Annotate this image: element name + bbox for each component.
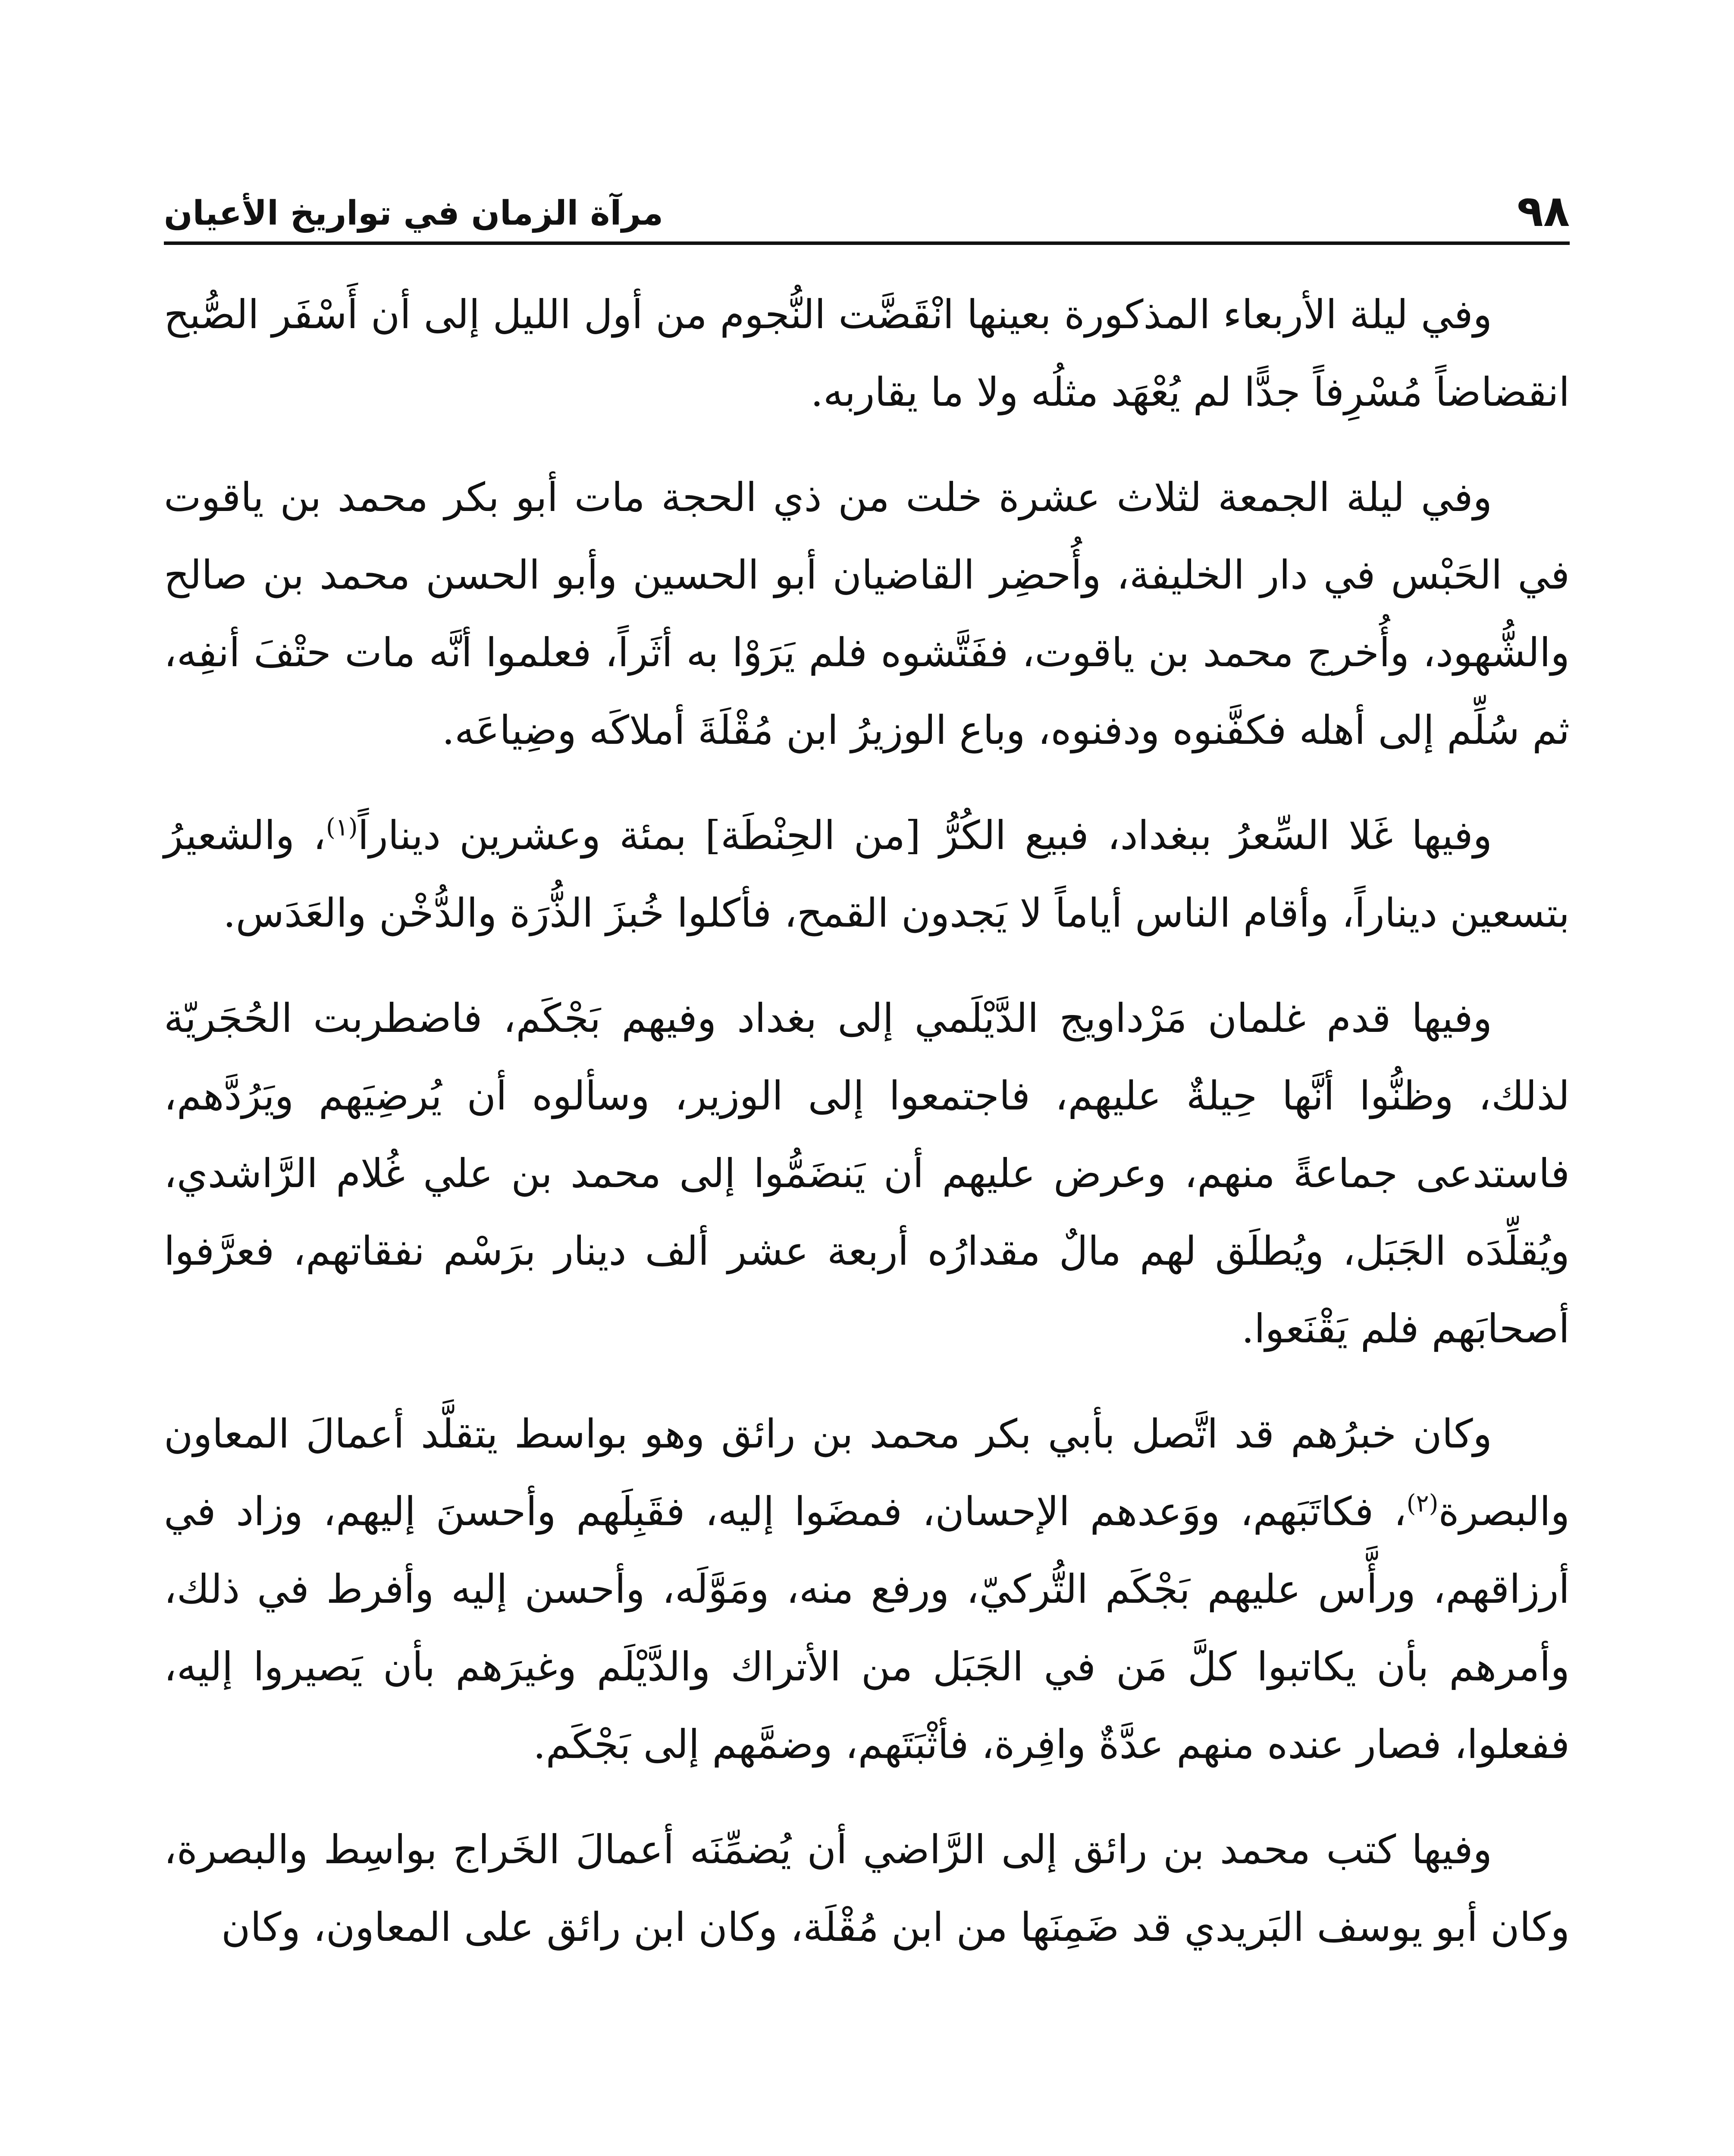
paragraph-3 xyxy=(164,797,1570,952)
paragraph-6 xyxy=(164,1811,1570,1966)
paragraph-text: وفي ليلة الجمعة لثلاث عشرة خلت من ذي الحجة مات أبو بكر محمد بن ياقوت في الحَبْس في دار الخليفة، وأُحضِر القاضيان أبو الحسين وأبو الحسن محمد بن صالح والشُّهود، وأُخرج محمد بن ياقوت، ففَتَّشوه فلم يَرَوْا به أثَراً، فعلموا أنَّه مات حتْفَ أنفِه، ثم سُلِّم إلى أهله فكفَّنوه ودفنوه، وباع الوزيرُ ابن مُقْلَةَ أملاكَه وضِياعَه. xyxy=(164,474,1570,753)
paragraph-text: وفيها غَلا السِّعرُ ببغداد، فبيع الكُرُّ [من الحِنْطَة] بمئة وعشرين ديناراً xyxy=(357,812,1493,859)
footnote-reference-2: (٢) xyxy=(1406,1489,1439,1518)
paragraph-text: ، فكاتَبَهم، ووَعدهم الإحسان، فمضَوا إليه، فقَبِلَهم وأحسنَ إليهم، وزاد في أرزاقهم، ورأَّس عليهم بَجْكَم التُّركيّ، ورفع منه، ومَوَّلَه، وأحسن إليه وأفرط في ذلك، وأمرهم بأن يكاتبوا كلَّ مَن في الجَبَل من الأتراك والدَّيْلَم وغيرَهم بأن يَصيروا إليه، ففعلوا، فصار عنده منهم عدَّةٌ وافِرة، فأثْبَتَهم، وضمَّهم إلى بَجْكَم. xyxy=(164,1489,1570,1767)
paragraph-text: وفي ليلة الأربعاء المذكورة بعينها انْقَضَّت النُّجوم من أول الليل إلى أن أَسْفَر الصُّبح انقضاضاً مُسْرِفاً جدًّا لم يُعْهَد مثلُه ولا ما يقاربه. xyxy=(164,291,1570,415)
paragraph-1 xyxy=(164,276,1570,431)
body-text xyxy=(164,276,1570,1994)
paragraph-text: وفيها قدم غلمان مَرْداويج الدَّيْلَمي إلى بغداد وفيهم بَجْكَم، فاضطربت الحُجَريّة لذلك، وظنُّوا أنَّها حِيلةٌ عليهم، فاجتمعوا إلى الوزير، وسألوه أن يُرضِيَهم ويَرُدَّهم، فاستدعى جماعةً منهم، وعرض عليهم أن يَنضَمُّوا إلى محمد بن علي غُلام الرَّاشدي، ويُقلِّدَه الجَبَل، ويُطلَق لهم مالٌ مقدارُه أربعة عشر ألف دينار برَسْم نفقاتهم، فعرَّفوا أصحابَهم فلم يَقْنَعوا. xyxy=(164,995,1570,1352)
book-title: مرآة الزمان في تواريخ الأعيان xyxy=(164,194,664,233)
paragraph-text: وفيها كتب محمد بن رائق إلى الرَّاضي أن يُضمِّنَه أعمالَ الخَراج بواسِط والبصرة، وكان أبو يوسف البَريدي قد ضَمِنَها من ابن مُقْلَة، وكان ابن رائق على المعاون، وكان xyxy=(164,1827,1570,1950)
paragraph-text: ، والشعيرُ بتسعين ديناراً، وأقام الناس أياماً لا يَجدون القمح، فأكلوا خُبزَ الذُّرَة والدُّخْن والعَدَس. xyxy=(164,812,1570,936)
paragraph-5 xyxy=(164,1395,1570,1783)
paragraph-text: وكان خبرُهم قد اتَّصل بأبي بكر محمد بن رائق وهو بواسط يتقلَّد أعمالَ المعاون والبصرة xyxy=(164,1411,1570,1535)
footnote-reference-1: (١) xyxy=(326,813,358,842)
page-number: ٩٨ xyxy=(1517,186,1570,236)
running-header xyxy=(164,181,1570,245)
paragraph-4 xyxy=(164,980,1570,1368)
paragraph-2 xyxy=(164,459,1570,769)
